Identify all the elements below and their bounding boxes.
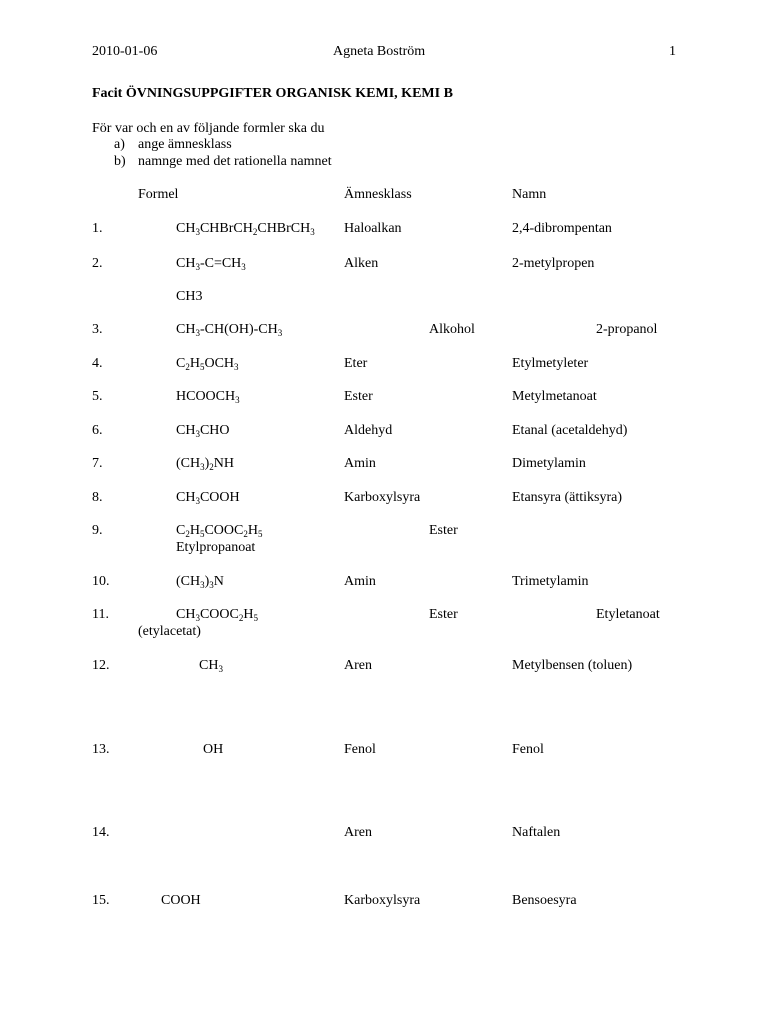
row-13-formula: OH bbox=[203, 742, 224, 757]
row-14-name: Naftalen bbox=[512, 825, 561, 840]
row-9-formula: $C_2H_5COOC_2H_5$ bbox=[176, 523, 263, 539]
row-2-formula-branch: CH3 bbox=[176, 289, 203, 304]
row-10-number: 10. bbox=[92, 574, 110, 589]
row-8-formula: $CH_3COOH$ bbox=[176, 490, 240, 506]
row-2-class: Alken bbox=[344, 256, 379, 271]
row-8-class: Karboxylsyra bbox=[344, 490, 421, 505]
row-3-class: Alkohol bbox=[429, 322, 475, 337]
row-2-number: 2. bbox=[92, 256, 103, 271]
row-5-formula: $HCOOCH_3$ bbox=[176, 389, 240, 405]
header-page-number: 1 bbox=[669, 44, 676, 59]
row-7-formula: $(CH_3)_2NH$ bbox=[176, 456, 235, 472]
row-9-name: Etylpropanoat bbox=[176, 540, 256, 555]
row-10-formula: $(CH_3)_3N$ bbox=[176, 574, 224, 590]
row-1-name: 2,4-dibrompentan bbox=[512, 221, 612, 236]
row-2-name: 2-metylpropen bbox=[512, 256, 595, 271]
document-title: Facit ÖVNINGSUPPGIFTER ORGANISK KEMI, KEMI B bbox=[92, 86, 453, 101]
column-header-name: Namn bbox=[512, 187, 547, 202]
row-12-name: Metylbensen (toluen) bbox=[512, 658, 633, 673]
row-4-number: 4. bbox=[92, 356, 103, 371]
intro-item-b-text: namnge med det rationella namnet bbox=[138, 154, 332, 169]
row-11-name-alt: (etylacetat) bbox=[138, 624, 201, 639]
row-3-formula: $CH_3-CH(OH)-CH_3$ bbox=[176, 322, 283, 338]
row-12-class: Aren bbox=[344, 658, 372, 673]
row-9-class: Ester bbox=[429, 523, 458, 538]
column-header-formula: Formel bbox=[138, 187, 179, 202]
row-13-class: Fenol bbox=[344, 742, 376, 757]
row-6-class: Aldehyd bbox=[344, 423, 393, 438]
row-1-class: Haloalkan bbox=[344, 221, 402, 236]
header-author: Agneta Boström bbox=[333, 44, 426, 59]
row-3-number: 3. bbox=[92, 322, 103, 337]
row-1-number: 1. bbox=[92, 221, 103, 236]
row-12-formula: $CH_3$ bbox=[199, 658, 223, 674]
row-3-name: 2-propanol bbox=[596, 322, 658, 337]
row-2-formula: $CH_3-C=CH_3$ bbox=[176, 256, 246, 272]
row-10-name: Trimetylamin bbox=[512, 574, 589, 589]
row-8-number: 8. bbox=[92, 490, 103, 505]
row-11-class: Ester bbox=[429, 607, 458, 622]
row-15-number: 15. bbox=[92, 893, 110, 908]
row-15-formula: COOH bbox=[161, 893, 201, 908]
column-header-class: Ämnesklass bbox=[344, 187, 412, 202]
row-4-formula: $C_2H_5OCH_3$ bbox=[176, 356, 239, 372]
row-15-name: Bensoesyra bbox=[512, 893, 577, 908]
row-15-class: Karboxylsyra bbox=[344, 893, 421, 908]
row-6-name: Etanal (acetaldehyd) bbox=[512, 423, 628, 438]
intro-item-b-marker: b) bbox=[114, 154, 126, 169]
row-10-class: Amin bbox=[344, 574, 376, 589]
intro-line: För var och en av följande formler ska du bbox=[92, 121, 325, 136]
header-date: 2010-01-06 bbox=[92, 44, 158, 59]
row-13-name: Fenol bbox=[512, 742, 544, 757]
row-7-number: 7. bbox=[92, 456, 103, 471]
row-5-name: Metylmetanoat bbox=[512, 389, 597, 404]
row-12-number: 12. bbox=[92, 658, 110, 673]
row-4-class: Eter bbox=[344, 356, 368, 371]
row-13-number: 13. bbox=[92, 742, 110, 757]
row-11-formula: $CH_3COOC_2H_5$ bbox=[176, 607, 258, 623]
row-1-formula: $CH_3CHBrCH_2CHBrCH_3$ bbox=[176, 221, 315, 237]
row-11-name: Etyletanoat bbox=[596, 607, 660, 622]
row-14-number: 14. bbox=[92, 825, 110, 840]
row-9-number: 9. bbox=[92, 523, 103, 538]
row-7-class: Amin bbox=[344, 456, 376, 471]
row-7-name: Dimetylamin bbox=[512, 456, 586, 471]
row-6-formula: $CH_3CHO$ bbox=[176, 423, 230, 439]
intro-item-a-marker: a) bbox=[114, 137, 125, 152]
row-14-class: Aren bbox=[344, 825, 372, 840]
row-5-class: Ester bbox=[344, 389, 373, 404]
intro-item-a-text: ange ämnesklass bbox=[138, 137, 232, 152]
row-5-number: 5. bbox=[92, 389, 103, 404]
row-4-name: Etylmetyleter bbox=[512, 356, 589, 371]
row-6-number: 6. bbox=[92, 423, 103, 438]
row-11-number: 11. bbox=[92, 607, 109, 622]
row-8-name: Etansyra (ättiksyra) bbox=[512, 490, 623, 505]
